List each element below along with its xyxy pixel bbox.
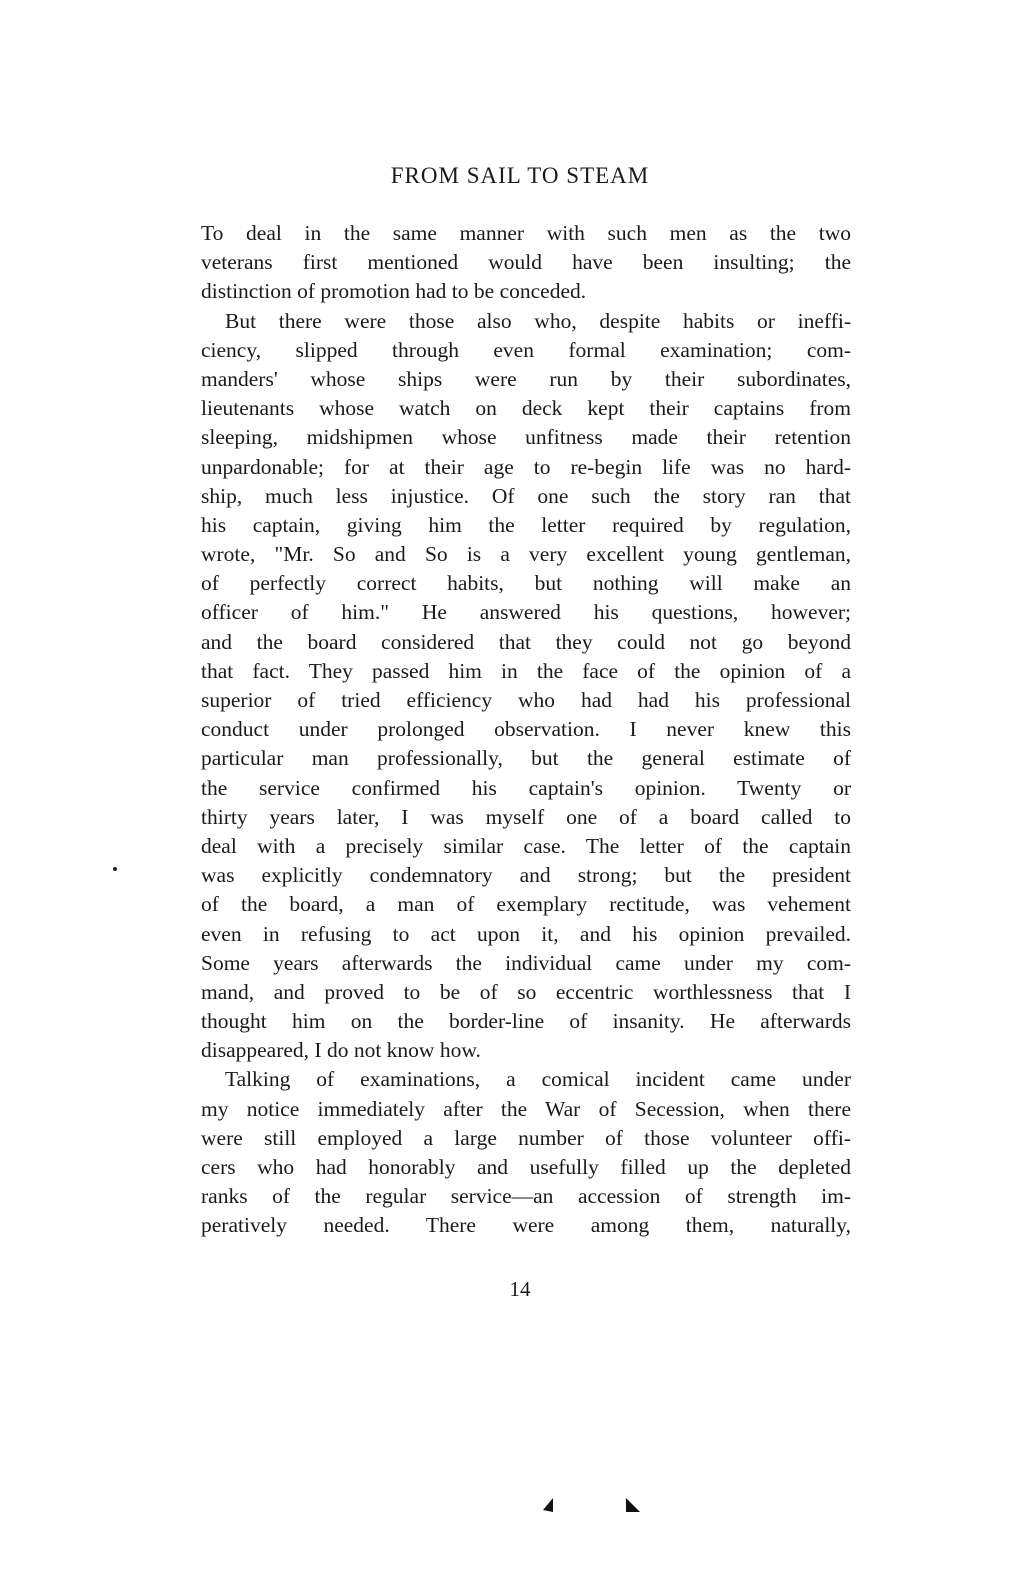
text-line: was explicitly condemnatory and strong; but the president — [201, 863, 851, 888]
text-line: Talking of examinations, a comical incident came under — [225, 1067, 851, 1092]
text-line: of perfectly correct habits, but nothing will make an — [201, 571, 851, 596]
page-number: 14 — [509, 1277, 531, 1301]
text-line: the service confirmed his captain's opinion. Twenty or — [201, 775, 851, 800]
text-line: To deal in the same manner with such men as the two — [201, 221, 851, 245]
text-line: Some years afterwards the individual came under my com- — [201, 950, 851, 975]
text-line: of the board, a man of exemplary rectitude, was vehement — [201, 892, 851, 917]
text-line: deal with a precisely similar case. The letter of the captain — [201, 833, 851, 858]
text-line: thought him on the border-line of insanity. He afterwards — [201, 1009, 851, 1034]
previous-page-arrow-icon[interactable] — [543, 1498, 553, 1512]
text-line: were still employed a large number of those volunteer offi- — [201, 1125, 851, 1150]
text-line: sleeping, midshipmen whose unfitness made their retention — [201, 425, 851, 450]
text-line: officer of him." He answered his questions, however; — [201, 600, 851, 625]
text-line: ciency, slipped through even formal examination; com- — [201, 337, 851, 362]
text-line: ranks of the regular service—an accession of strength im- — [201, 1184, 851, 1209]
text-line: mand, and proved to be of so eccentric worthlessness that I — [201, 979, 851, 1004]
text-line: veterans first mentioned would have been insulting; the — [201, 250, 851, 275]
text-line: superior of tried efficiency who had had his professional — [201, 688, 851, 712]
text-line: lieutenants whose watch on deck kept their captains from — [201, 396, 851, 421]
text-line: wrote, "Mr. So and So is a very excellent young gentleman, — [201, 542, 851, 567]
text-line: manders' whose ships were run by their subordinates, — [201, 366, 851, 391]
text-line: particular man professionally, but the general estimate of — [201, 746, 851, 771]
text-line: and the board considered that they could not go beyond — [201, 629, 851, 654]
text-line: cers who had honorably and usefully filled up the depleted — [201, 1155, 851, 1179]
text-line: his captain, giving him the letter required by regulation, — [201, 512, 851, 537]
text-line: disappeared, I do not know how. — [201, 1038, 481, 1063]
text-line: But there were those also who, despite habits or ineffi- — [225, 308, 851, 333]
running-head: FROM SAIL TO STEAM — [390, 163, 650, 188]
body-text — [201, 219, 851, 1241]
text-line: unpardonable; for at their age to re-begin life was no hard- — [201, 454, 851, 479]
text-line: conduct under prolonged observation. I never knew this — [201, 717, 851, 742]
text-line: ship, much less injustice. Of one such the story ran that — [201, 483, 851, 508]
text-line: even in refusing to act upon it, and his opinion prevailed. — [201, 921, 851, 946]
text-line: distinction of promotion had to be conceded. — [201, 279, 587, 304]
margin-speck — [113, 867, 117, 871]
text-line: that fact. They passed him in the face of the opinion of a — [201, 658, 851, 683]
text-line: my notice immediately after the War of Secession, when there — [201, 1096, 851, 1121]
text-line: thirty years later, I was myself one of a board called to — [201, 804, 851, 829]
text-line: peratively needed. There were among them, naturally, — [201, 1213, 851, 1238]
next-page-arrow-icon[interactable] — [626, 1498, 640, 1512]
